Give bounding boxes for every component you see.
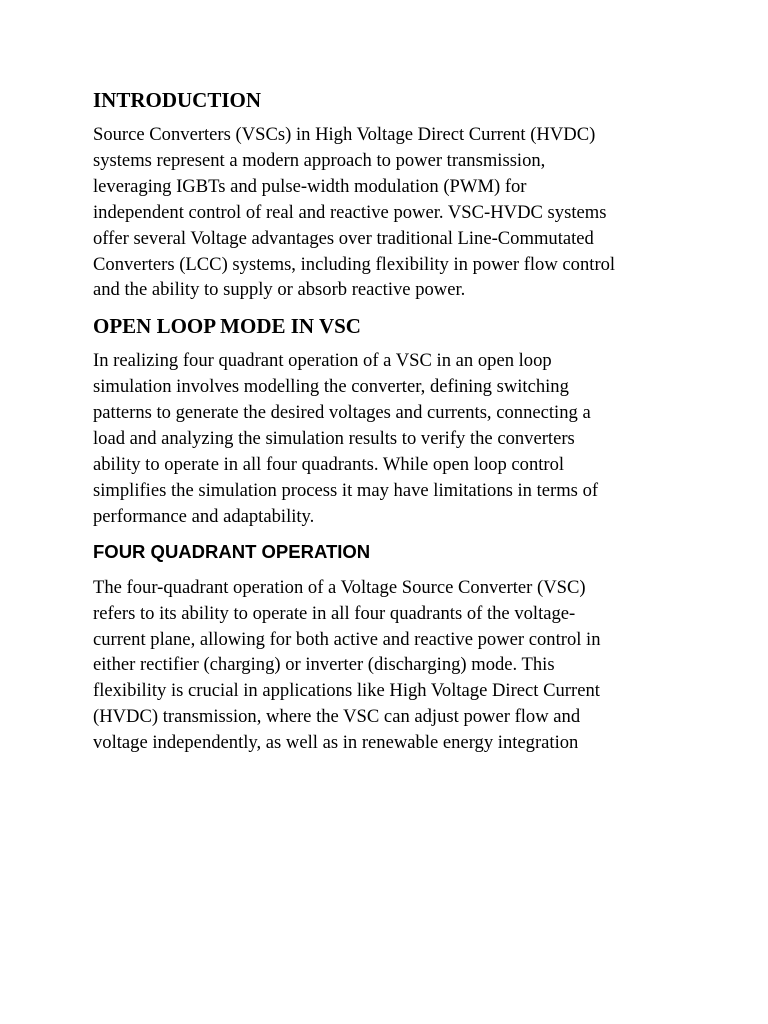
document-body (93, 84, 683, 756)
text-line: current plane, allowing for both active and reactive power control in (93, 628, 601, 650)
section-paragraph-open-loop-mode (93, 348, 683, 529)
text-line: Source Converters (VSCs) in High Voltage Direct Current (HVDC) (93, 124, 596, 145)
text-line: Converters (LCC) systems, including flexibility in power flow control (93, 253, 616, 275)
text-line: simplifies the simulation process it may have limitations in terms of (93, 479, 599, 501)
text-line: refers to its ability to operate in all four quadrants of the voltage- (93, 602, 576, 624)
text-line: ability to operate in all four quadrants. While open loop control (93, 453, 565, 475)
text-line: performance and adaptability. (93, 505, 315, 527)
text-line: load and analyzing the simulation results to verify the converters (93, 428, 575, 450)
text-line: patterns to generate the desired voltages and currents, connecting a (93, 402, 591, 424)
text-line: simulation involves modelling the converter, defining switching (93, 376, 569, 398)
text-line: In realizing four quadrant operation of a VSC in an open loop (93, 350, 552, 372)
text-line: leveraging IGBTs and pulse-width modulation (PWM) for (93, 175, 527, 197)
section-heading-introduction: INTRODUCTION (93, 88, 262, 112)
section-paragraph-introduction (93, 122, 683, 303)
text-line: systems represent a modern approach to power transmission, (93, 149, 546, 171)
section-heading-open-loop-mode: OPEN LOOP MODE IN VSC (93, 314, 361, 339)
text-line: voltage independently, as well as in renewable energy integration (93, 732, 579, 754)
text-line: The four-quadrant operation of a Voltage Source Converter (VSC) (93, 576, 586, 598)
text-line: and the ability to supply or absorb reactive power. (93, 279, 466, 301)
section-paragraph-four-quadrant-operation (93, 575, 683, 756)
text-line: either rectifier (charging) or inverter (discharging) mode. This (93, 654, 555, 676)
text-line: (HVDC) transmission, where the VSC can adjust power flow and (93, 706, 581, 728)
text-line: offer several Voltage advantages over traditional Line-Commutated (93, 227, 594, 249)
text-line: independent control of real and reactive power. VSC-HVDC systems (93, 201, 607, 223)
text-line: flexibility is crucial in applications like High Voltage Direct Current (93, 680, 600, 702)
section-heading-four-quadrant-operation: FOUR QUADRANT OPERATION (93, 540, 371, 562)
